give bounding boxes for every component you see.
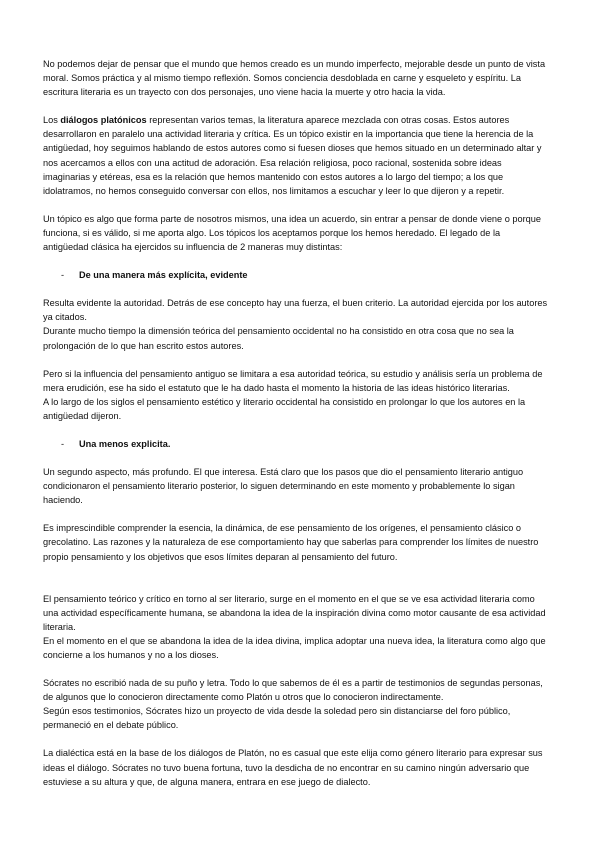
paragraph-divine-idea: En el momento en el que se abandona la idea de la idea divina, implica adoptar una nueva idea, la literatura como algo que concierne a los humanos y no a los dioses. <box>43 635 546 660</box>
paragraph-imperfect-world: No podemos dejar de pensar que el mundo que hemos creado es un mundo imperfecto, mejorable desde un punto de vista moral. Somos práctica y al mismo tiempo reflexión. Somos conciencia desdoblada en carne y esqueleto y espíritu. La escritura literaria es un trayecto con dos personajes, uno viene hacia la muerte y otro hacia la vida. <box>43 59 546 98</box>
paragraph-literary-being: El pensamiento teórico y crítico en torno al ser literario, surge en el momento en el que se ve esa actividad literaria como una actividad específicamente humana, se abandona la idea de la inspiración divina como motor causante de esa actividad literaria. <box>43 593 546 632</box>
bullet-less-explicit-text: Una menos explicita. <box>79 438 171 449</box>
paragraph-erudition: Pero si la influencia del pensamiento antiguo se limitara a esa autoridad teórica, su estudio y análisis sería un problema de mera erudición, ese ha sido el estatuto que le ha dado hasta el momento la historia de las ideas histórico literarias. <box>43 368 543 393</box>
bullet-dash: - <box>61 270 65 281</box>
paragraph-socrates-testimonies: Sócrates no escribió nada de su puño y letra. Todo lo que sabemos de él es a partir de testimonios de segundas personas, de algunos que lo conocieron directamente como Platón u otros que lo conocieron indirectamente. <box>43 678 543 703</box>
bullet-less-explicit <box>43 437 548 451</box>
paragraph-platonic-dialogues-post: representan varios temas, la literatura aparece mezclada con otras cosas. Estos autores desarrollaron en paralelo una actividad literaria y crítica. Es un tópico existir en la importancia que tiene la herencia de la antigüedad, hoy seguimos hablando de estos autores como si fuesen dioses que hemos situado en un determinado altar y nos acercamos a ellos con una actitud de adoración. Esa relación religiosa, poco racional, sostenida sobre ideas imaginarias y etéreas, esa es la relación que hemos mantenido con estos autores a lo largo del tiempo; a los que idolatramos, no hemos conseguido conversar con ellos, nos limitamos a escuchar y leer lo que dijeron y a repetir. <box>43 115 542 196</box>
paragraph-authority: Resulta evidente la autoridad. Detrás de ese concepto hay una fuerza, el buen criterio. La autoridad ejercida por los autores ya citados. <box>43 298 548 323</box>
paragraph-theoretical-dimension: Durante mucho tiempo la dimensión teórica del pensamiento occidental no ha consistido en otra cosa que no sea la prolongación de lo que han escrito estos autores. <box>43 326 514 351</box>
paragraph-dialectic: La dialéctica está en la base de los diálogos de Platón, no es casual que este elija como género literario para expresar sus ideas el diálogo. Sócrates no tuvo buena fortuna, tuvo la desdicha de no encontrar en su camino ningún adversario que estuviese a su altura y que, de alguna manera, entrara en ese juego de dialecto. <box>43 748 543 787</box>
bullet-explicit-text: De una manera más explícita, evidente <box>79 270 248 281</box>
paragraph-platonic-dialogues-pre: Los <box>43 115 61 126</box>
bullet-explicit <box>43 268 548 282</box>
paragraph-socrates-life: Según esos testimonios, Sócrates hizo un proyecto de vida desde la soledad pero sin distanciarse del foro público, permaneció en el debate público. <box>43 706 511 731</box>
paragraph-platonic-dialogues-bold: diálogos platónicos <box>60 115 147 126</box>
paragraph-aesthetic-thought: A lo largo de los siglos el pensamiento estético y literario occidental ha consistido en prolongar lo que los autores en la antigüedad dijeron. <box>43 396 526 421</box>
paragraph-platonic-dialogues <box>43 113 548 198</box>
bullet-dash: - <box>61 438 65 449</box>
paragraph-topic-definition: Un tópico es algo que forma parte de nosotros mismos, una idea un acuerdo, sin entrar a pensar de donde viene o porque funciona, si es válido, si me aporta algo. Los tópicos los aceptamos porque los hemos heredado. El legado de la antigüedad clásica ha ejercidos su influencia de 2 maneras muy distintas: <box>43 213 541 253</box>
paragraph-second-aspect: Un segundo aspecto, más profundo. El que interesa. Está claro que los pasos que dio el pensamiento literario antiguo condicionaron el pensamiento literario posterior, lo siguen determinando en este momento y probablemente lo sigan haciendo. <box>43 467 524 506</box>
paragraph-essential-understanding: Es imprescindible comprender la esencia, la dinámica, de ese pensamiento de los orígenes, el pensamiento clásico o grecolatino. Las razones y la naturaleza de ese comportamiento hay que saberlas para comprender los límites de nuestro propio pensamiento y los objetivos que esos límites deparan al pensamiento del futuro. <box>43 523 539 562</box>
